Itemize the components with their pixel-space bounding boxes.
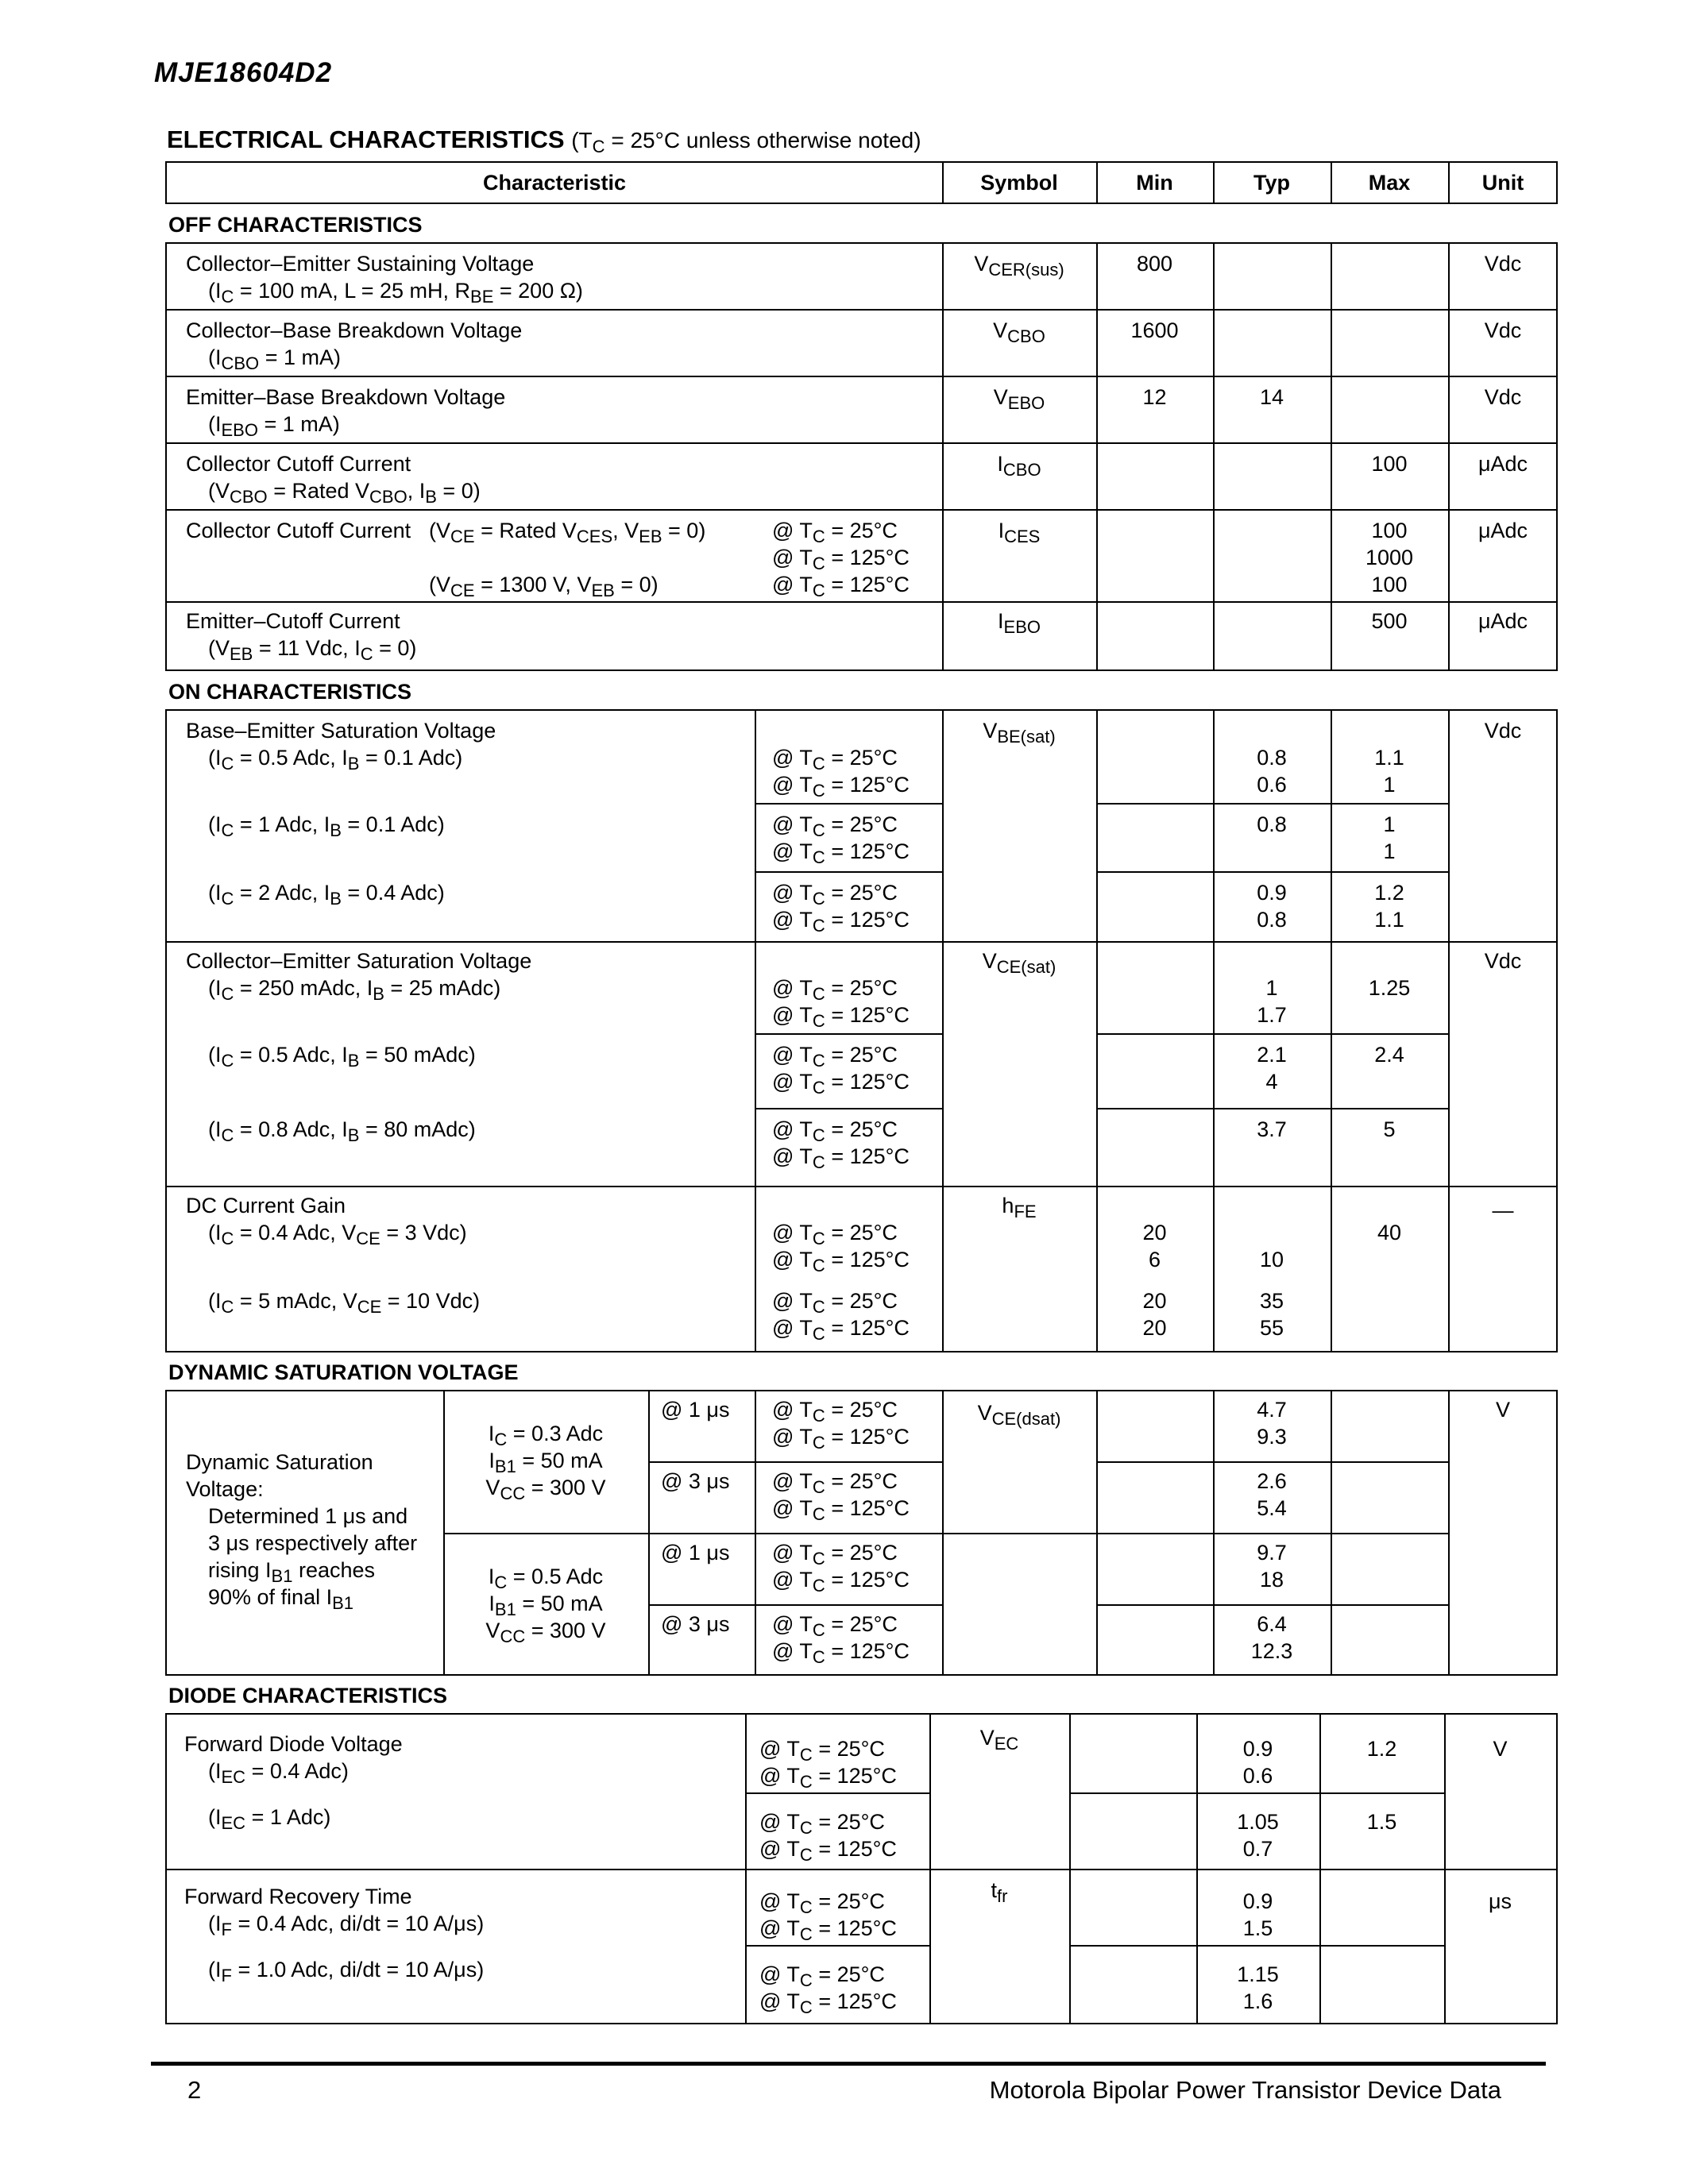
off-r6-name: Emitter–Cutoff Current — [186, 609, 400, 633]
off-r5-name: Collector Cutoff Current — [186, 519, 411, 542]
dyn-typ: 4.7 — [1257, 1398, 1287, 1422]
tfr-unit: μs — [1488, 1889, 1512, 1913]
hfe-temp: @ $T_C = 125^\circ C$ — [772, 1248, 910, 1275]
dyn-cond-b: $I_{B1} = 50$ mA — [489, 1592, 603, 1619]
vce-typ: 2.1 — [1257, 1043, 1287, 1067]
dyn-typ: 9.7 — [1257, 1541, 1287, 1565]
off-r6-unit: μAdc — [1477, 609, 1528, 633]
dyn-label-line: 90% of final $I_{B1}$ — [208, 1585, 354, 1613]
dyn-temp: @ $T_C = 125^\circ C$ — [772, 1568, 910, 1596]
dyn-temp: @ $T_C = 25^\circ C$ — [772, 1469, 898, 1497]
dyn-cond-b: $V_{CC} = 300$ V — [485, 1619, 606, 1646]
off-r3-min: 12 — [1142, 385, 1167, 409]
dyn-temp: @ $T_C = 25^\circ C$ — [772, 1541, 898, 1569]
footer-title: Motorola Bipolar Power Transistor Device Data — [989, 2076, 1501, 2104]
off-r6-symbol: $I_{EBO}$ — [998, 609, 1041, 637]
vbe-cond1: ($I_C = 0.5$ Adc, $I_B = 0.1$ Adc) — [208, 746, 463, 774]
off-r5-temp1: @ $T_C = 25^\circ C$ — [772, 519, 898, 546]
off-r5-temp3: @ $T_C = 125^\circ C$ — [772, 573, 910, 600]
hfe-min: 6 — [1148, 1248, 1161, 1271]
vbe-typ: 0.8 — [1257, 908, 1287, 932]
off-r5-cond1: ($V_{CE}$ = Rated $V_{CES}$, $V_{EB} = 0$) — [429, 519, 706, 546]
vce-typ: 4 — [1265, 1070, 1278, 1094]
vce-max: 5 — [1383, 1117, 1396, 1141]
off-r1-min: 800 — [1136, 252, 1173, 276]
vce-cond1: ($I_C = 250$ mAdc, $I_B = 25$ mAdc) — [208, 976, 501, 1004]
off-r1-symbol: $V_{CER(sus)}$ — [974, 252, 1064, 280]
tfr-temp: @ $T_C = 25^\circ C$ — [759, 1962, 885, 1990]
dyn-time: @ 3 μs — [661, 1469, 730, 1493]
vce-temp: @ $T_C = 125^\circ C$ — [772, 1144, 910, 1172]
dyn-typ: 5.4 — [1257, 1496, 1287, 1520]
group-title-on: ON CHARACTERISTICS — [168, 680, 412, 704]
vbe-max: 1.1 — [1374, 908, 1404, 932]
hfe-symbol: $h_{FE}$ — [1002, 1194, 1037, 1221]
vec-typ: 0.6 — [1242, 1764, 1273, 1788]
off-r2-min: 1600 — [1130, 318, 1179, 342]
vbe-typ: 0.8 — [1257, 812, 1287, 836]
dyn-time: @ 1 μs — [661, 1541, 730, 1565]
vbe-temp: @ $T_C = 125^\circ C$ — [772, 839, 910, 867]
dyn-typ: 18 — [1259, 1568, 1284, 1592]
off-r3-name: Emitter–Base Breakdown Voltage — [186, 385, 506, 409]
off-r1-unit: Vdc — [1484, 252, 1522, 276]
vec-typ: 0.9 — [1242, 1737, 1273, 1761]
off-r3-unit: Vdc — [1484, 385, 1522, 409]
vbe-name: Base–Emitter Saturation Voltage — [186, 719, 496, 743]
dyn-typ: 12.3 — [1250, 1639, 1293, 1663]
dyn-typ: 9.3 — [1257, 1425, 1287, 1449]
vec-unit: V — [1493, 1737, 1508, 1761]
dyn-label-line: Dynamic Saturation — [186, 1450, 373, 1474]
col-typ: Typ — [1253, 171, 1290, 195]
tfr-cond2: ($I_F = 1.0$ Adc, di/dt = 10 A/μs) — [208, 1958, 485, 1985]
off-r2-cond: ($I_{CBO} = 1$ mA) — [208, 345, 341, 373]
hfe-typ: 55 — [1259, 1316, 1284, 1340]
tfr-typ: 1.6 — [1242, 1989, 1273, 2013]
dyn-label-line: 3 μs respectively after — [208, 1531, 418, 1555]
dyn-label-line: rising $I_{B1}$ reaches — [208, 1558, 376, 1586]
col-min: Min — [1136, 171, 1173, 195]
vce-temp: @ $T_C = 25^\circ C$ — [772, 1117, 898, 1145]
vbe-temp: @ $T_C = 125^\circ C$ — [772, 773, 910, 801]
hfe-temp: @ $T_C = 25^\circ C$ — [772, 1221, 898, 1248]
vce-typ: 1.7 — [1257, 1003, 1287, 1027]
dyn-label-line: Voltage: — [186, 1477, 264, 1501]
off-r3-cond: ($I_{EBO} = 1$ mA) — [208, 412, 340, 440]
vce-temp: @ $T_C = 125^\circ C$ — [772, 1003, 910, 1031]
dyn-typ: 2.6 — [1257, 1469, 1287, 1493]
dyn-cond-a: $I_C = 0.3$ Adc — [488, 1422, 604, 1449]
dyn-temp: @ $T_C = 125^\circ C$ — [772, 1639, 910, 1667]
vec-cond2: ($I_{EC} = 1$ Adc) — [208, 1805, 331, 1833]
tfr-typ: 1.15 — [1237, 1962, 1279, 1986]
vec-max: 1.5 — [1366, 1810, 1397, 1834]
off-r5-max1: 100 — [1371, 519, 1408, 542]
section-title-text: ELECTRICAL CHARACTERISTICS — [167, 125, 565, 153]
off-r5-temp2: @ $T_C = 125^\circ C$ — [772, 546, 910, 573]
off-r5-cond2: ($V_{CE} = 1300$ V, $V_{EB} = 0$) — [429, 573, 659, 600]
dyn-symbol: $V_{CE(dsat)}$ — [977, 1401, 1061, 1429]
off-characteristics-table — [165, 242, 1558, 671]
part-number-header: MJE18604D2 — [154, 57, 333, 88]
hfe-typ: 35 — [1259, 1289, 1284, 1313]
off-r2-unit: Vdc — [1484, 318, 1522, 342]
off-r5-max2: 1000 — [1365, 546, 1414, 569]
vec-name: Forward Diode Voltage — [184, 1732, 403, 1756]
hfe-min: 20 — [1142, 1221, 1167, 1244]
dyn-time: @ 3 μs — [661, 1612, 730, 1636]
off-r1-cond: ($I_C = 100$ mA, L = 25 mH, $R_{BE} = 200$ Ω) — [208, 279, 583, 307]
dyn-temp: @ $T_C = 125^\circ C$ — [772, 1425, 910, 1453]
section-title-condition: ($T_C = 25^\circ C$ unless otherwise noted) — [571, 128, 921, 156]
dyn-temp: @ $T_C = 25^\circ C$ — [772, 1398, 898, 1426]
dyn-cond-b: $I_C = 0.5$ Adc — [488, 1565, 604, 1592]
vbe-max: 1.2 — [1374, 881, 1404, 905]
off-r2-name: Collector–Base Breakdown Voltage — [186, 318, 523, 342]
tfr-symbol: $t_{fr}$ — [991, 1878, 1008, 1906]
off-r4-cond: ($V_{CBO}$ = Rated $V_{CBO}$, $I_B = 0$) — [208, 479, 481, 507]
vbe-typ: 0.6 — [1257, 773, 1287, 797]
vce-name: Collector–Emitter Saturation Voltage — [186, 949, 532, 973]
vbe-cond2: ($I_C = 1$ Adc, $I_B = 0.1$ Adc) — [208, 812, 445, 840]
off-r6-cond: ($V_{EB} = 11$ Vdc, $I_C = 0$) — [208, 636, 417, 664]
dyn-temp: @ $T_C = 25^\circ C$ — [772, 1612, 898, 1640]
dyn-label-line: Determined 1 μs and — [208, 1504, 408, 1528]
dyn-cond-a: $V_{CC} = 300$ V — [485, 1476, 606, 1503]
vec-typ: 1.05 — [1237, 1810, 1279, 1834]
dyn-unit: V — [1495, 1398, 1510, 1422]
hfe-typ: 10 — [1259, 1248, 1284, 1271]
tfr-name: Forward Recovery Time — [184, 1885, 412, 1908]
off-r2-symbol: $V_{CBO}$ — [993, 318, 1045, 346]
col-max: Max — [1368, 171, 1411, 195]
vce-cond3: ($I_C = 0.8$ Adc, $I_B = 80$ mAdc) — [208, 1117, 476, 1145]
tfr-typ: 0.9 — [1242, 1889, 1273, 1913]
vce-max: 2.4 — [1374, 1043, 1404, 1067]
group-title-diode: DIODE CHARACTERISTICS — [168, 1684, 448, 1707]
column-header-row — [165, 161, 1558, 204]
dyn-cond-a: $I_{B1} = 50$ mA — [489, 1449, 603, 1476]
section-title — [167, 125, 921, 154]
vbe-temp: @ $T_C = 25^\circ C$ — [772, 812, 898, 840]
tfr-temp: @ $T_C = 125^\circ C$ — [759, 1989, 897, 2017]
vbe-unit: Vdc — [1484, 719, 1522, 743]
vce-temp: @ $T_C = 25^\circ C$ — [772, 1043, 898, 1071]
col-symbol: Symbol — [980, 171, 1058, 195]
vec-temp: @ $T_C = 125^\circ C$ — [759, 1837, 897, 1865]
vbe-temp: @ $T_C = 125^\circ C$ — [772, 908, 910, 936]
vce-temp: @ $T_C = 25^\circ C$ — [772, 976, 898, 1004]
vec-temp: @ $T_C = 25^\circ C$ — [759, 1737, 885, 1765]
vec-temp: @ $T_C = 125^\circ C$ — [759, 1764, 897, 1792]
vbe-typ: 0.8 — [1257, 746, 1287, 770]
off-r4-name: Collector Cutoff Current — [186, 452, 411, 476]
off-r3-symbol: $V_{EBO}$ — [993, 385, 1045, 413]
vbe-typ: 0.9 — [1257, 881, 1287, 905]
col-characteristic: Characteristic — [482, 171, 627, 195]
vce-typ: 3.7 — [1257, 1117, 1287, 1141]
vbe-max: 1 — [1383, 773, 1396, 797]
vec-typ: 0.7 — [1242, 1837, 1273, 1861]
off-r4-unit: μAdc — [1477, 452, 1528, 476]
hfe-min: 20 — [1142, 1289, 1167, 1313]
vec-cond1: ($I_{EC} = 0.4$ Adc) — [208, 1759, 349, 1787]
group-title-dynamic: DYNAMIC SATURATION VOLTAGE — [168, 1360, 519, 1384]
off-r5-max3: 100 — [1371, 573, 1408, 596]
vbe-max: 1 — [1383, 812, 1396, 836]
off-r4-symbol: $I_{CBO}$ — [997, 452, 1041, 480]
col-unit: Unit — [1481, 171, 1524, 195]
group-title-off: OFF CHARACTERISTICS — [168, 213, 423, 237]
vbe-max: 1 — [1383, 839, 1396, 863]
vbe-temp: @ $T_C = 25^\circ C$ — [772, 746, 898, 774]
hfe-cond1: ($I_C = 0.4$ Adc, $V_{CE} = 3$ Vdc) — [208, 1221, 467, 1248]
dynamic-saturation-table — [165, 1390, 1558, 1676]
page-number: 2 — [187, 2076, 202, 2104]
hfe-temp: @ $T_C = 25^\circ C$ — [772, 1289, 898, 1317]
hfe-name: DC Current Gain — [186, 1194, 346, 1217]
hfe-temp: @ $T_C = 125^\circ C$ — [772, 1316, 910, 1344]
on-characteristics-table — [165, 709, 1558, 1352]
vce-typ: 1 — [1265, 976, 1278, 1000]
vbe-temp: @ $T_C = 25^\circ C$ — [772, 881, 898, 909]
hfe-max: 40 — [1377, 1221, 1402, 1244]
vce-unit: Vdc — [1484, 949, 1522, 973]
off-r5-symbol: $I_{CES}$ — [998, 519, 1041, 546]
hfe-unit: — — [1492, 1198, 1514, 1222]
off-r6-max: 500 — [1371, 609, 1408, 633]
hfe-cond2: ($I_C = 5$ mAdc, $V_{CE} = 10$ Vdc) — [208, 1289, 481, 1317]
vec-symbol: $V_{EC}$ — [979, 1726, 1019, 1754]
vec-max: 1.2 — [1366, 1737, 1397, 1761]
off-r3-typ: 14 — [1259, 385, 1284, 409]
tfr-cond1: ($I_F = 0.4$ Adc, di/dt = 10 A/μs) — [208, 1912, 485, 1939]
off-r5-unit: μAdc — [1477, 519, 1528, 542]
tfr-temp: @ $T_C = 25^\circ C$ — [759, 1889, 885, 1917]
vce-cond2: ($I_C = 0.5$ Adc, $I_B = 50$ mAdc) — [208, 1043, 476, 1071]
dyn-time: @ 1 μs — [661, 1398, 730, 1422]
off-r1-name: Collector–Emitter Sustaining Voltage — [186, 252, 535, 276]
vce-max: 1.25 — [1368, 976, 1411, 1000]
vbe-symbol: $V_{BE(sat)}$ — [983, 719, 1056, 747]
vce-temp: @ $T_C = 125^\circ C$ — [772, 1070, 910, 1098]
vbe-max: 1.1 — [1374, 746, 1404, 770]
footer-rule — [151, 2062, 1546, 2066]
diode-characteristics-table — [165, 1713, 1558, 2024]
hfe-min: 20 — [1142, 1316, 1167, 1340]
dyn-temp: @ $T_C = 125^\circ C$ — [772, 1496, 910, 1524]
tfr-temp: @ $T_C = 125^\circ C$ — [759, 1916, 897, 1944]
off-r4-max: 100 — [1371, 452, 1408, 476]
vce-symbol: $V_{CE(sat)}$ — [982, 949, 1056, 977]
vec-temp: @ $T_C = 25^\circ C$ — [759, 1810, 885, 1838]
dyn-typ: 6.4 — [1257, 1612, 1287, 1636]
tfr-typ: 1.5 — [1242, 1916, 1273, 1940]
vbe-cond3: ($I_C = 2$ Adc, $I_B = 0.4$ Adc) — [208, 881, 445, 909]
